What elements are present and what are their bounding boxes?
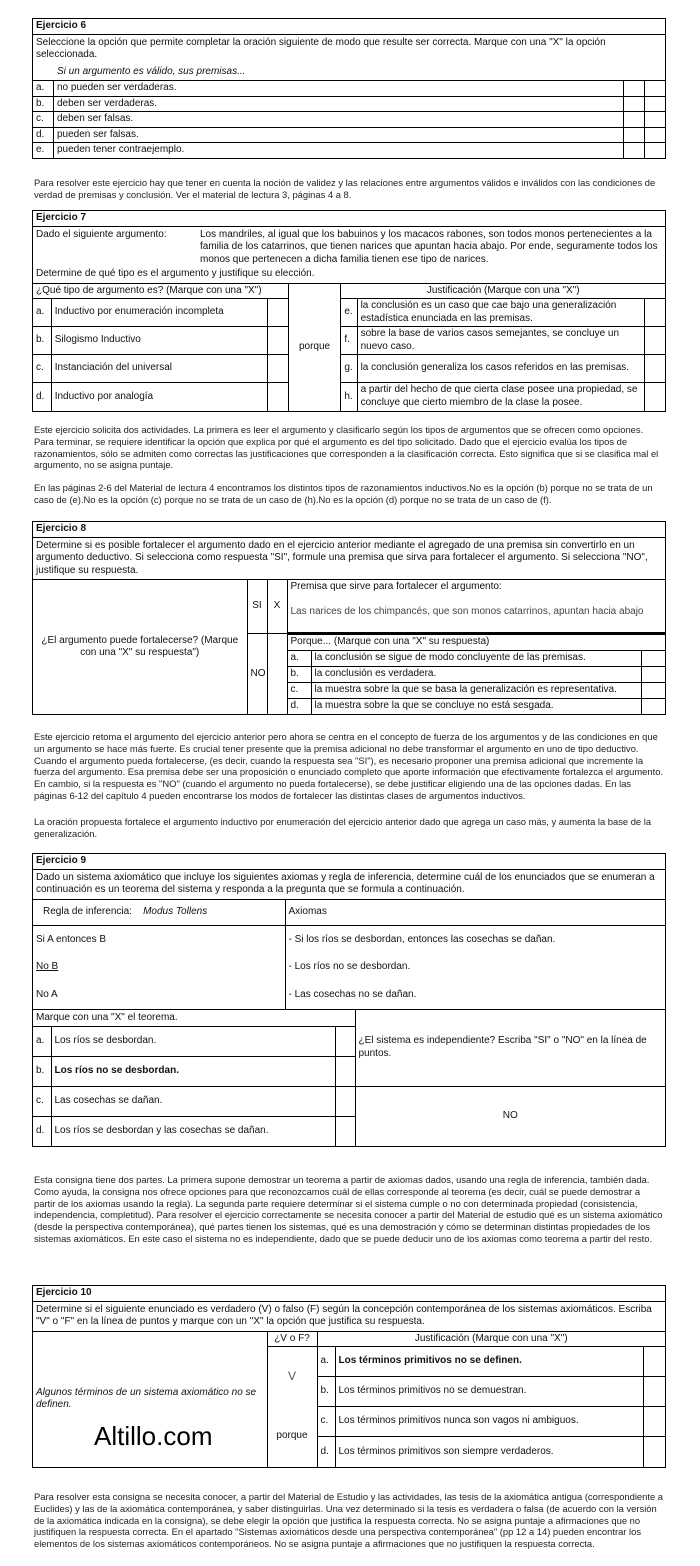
si-mark[interactable]: X [267, 580, 287, 634]
exercise-title: Ejercicio 7 [33, 211, 665, 227]
option-row[interactable] [33, 81, 665, 97]
axioms-header: Axiomas [285, 900, 665, 926]
option-mark[interactable] [643, 1437, 665, 1467]
option-text: la muestra sobre la que se basa la generalización es representativa. [311, 682, 641, 698]
rule-line: Si A entonces B [33, 926, 285, 954]
option-text: la conclusión generaliza los casos referidos en las premisas. [357, 355, 645, 383]
axiom: - Las cosechas no se dañan. [285, 982, 665, 1010]
option-letter: g. [341, 355, 357, 383]
option-letter: f. [341, 327, 357, 355]
vf-header: ¿V o F? [267, 1332, 317, 1347]
option-row [33, 383, 665, 411]
option-mark[interactable] [641, 650, 665, 666]
option-mark[interactable] [645, 299, 665, 327]
exercise-6 [32, 18, 666, 159]
option-letter: e. [341, 299, 357, 327]
exercise-8 [32, 521, 666, 715]
option-text: la conclusión se sigue de modo concluyente de las premisas. [311, 650, 641, 666]
option-text: Los ríos se desbordan y las cosechas se dañan. [51, 1116, 335, 1146]
porque-label: porque [267, 1407, 317, 1467]
option-mark[interactable] [643, 1377, 665, 1407]
option-text: Silogismo Inductivo [51, 327, 268, 355]
exercise-title: Ejercicio 9 [33, 854, 665, 870]
determine-text: Determine de qué tipo es el argumento y justifique su elección. [36, 268, 315, 279]
option-mark[interactable] [641, 698, 665, 714]
strengthen-question: ¿El argumento puede fortalecerse? (Marque con una "X" su respuesta") [33, 580, 247, 715]
option-letter: b. [33, 96, 54, 112]
axiom: - Si los ríos se desbordan, entonces las cosechas se dañan. [285, 926, 665, 954]
instructions: Seleccione la opción que permite completar la oración siguiente de modo que resulte ser correcta. Marque con una "X" la opción seleccionada. [36, 36, 606, 60]
option-mark[interactable] [624, 96, 645, 112]
vf-answer[interactable]: V [267, 1347, 317, 1407]
axioms-table [33, 900, 665, 1011]
options-table [33, 80, 665, 158]
exercise-9-note: Esta consigna tiene dos partes. La primera supone demostrar un teorema a partir de axiomas dados, usando una regla de inferencia, también dada. Como ayuda, la consigna nos ofrece opciones para que reconozcamos cuál de ellas corresponde al teorema (es decir, cuál se puede demostrar a partir de los axiomas usando la regla). La segunda parte requiere determinar si el sistema cumple o no con determinada propiedad (consistencia, independencia, completitud). Para resolver el ejercicio correctamente se necesita conocer a partir del Material de estudio qué es un sistema axiomático (desde la perspectiva contemporánea), qué partes tienen los sistemas, qué es una demostración y cómo se determinan distintas propiedades de los sistemas axiomáticos. En este caso el sistema no es independiente, dado que se puede deducir uno de los axiomas como teorema a partir del resto. [34, 1174, 663, 1244]
option-mark[interactable] [643, 1407, 665, 1437]
independence-question: ¿El sistema es independiente? Escriba "SI" o "NO" en la línea de puntos. [355, 1010, 665, 1086]
classification-table [33, 283, 665, 411]
option-text: sobre la base de varios casos semejantes, se concluye un nuevo caso. [357, 327, 645, 355]
rule-header [33, 900, 285, 926]
option-mark[interactable] [624, 143, 645, 158]
justification-header: Justificación (Marque con una "X") [317, 1332, 665, 1347]
option-mark[interactable] [645, 383, 665, 411]
stem: Si un argumento es válido, sus premisas... [57, 65, 246, 77]
given-label: Dado el siguiente argumento: [36, 228, 167, 240]
option-spacer [645, 96, 666, 112]
option-mark[interactable] [641, 666, 665, 682]
exercise-6-note: Para resolver este ejercicio hay que tener en cuenta la noción de validez y las relaciones entre argumentos válidos e inválidos con las condiciones de verdad de premisas y conclusión. Ver el material de lectura 3, páginas 4 a 8. [34, 177, 656, 200]
option-row [33, 299, 665, 327]
option-row[interactable] [33, 112, 665, 128]
exercise-8-note: Este ejercicio retoma el argumento del ejercicio anterior pero ahora se centra en el concepto de fuerza de los argumentos y de las condiciones en que un argumento se hace más fuerte. Es crucial tener presente que la premisa adicional no debe transformar el argumento en uno de tipo deductivo. Cuando el argumento pueda fortalecerse, (es decir, cuando la respuesta sea "SI"), es necesario proponer una premisa adicional que incremente la fuerza del argumento. Esa premisa debe ser una proposición o enunciado completo que aporte información que efectivamente fortalezca el argumento. En cambio, si la respuesta es "NO" (cuando el argumento no pueda fortalecerse), se debe justificar eligiendo una de las opciones dadas. En las páginas 6-12 del capítulo 4 pueden encontrarse los modos de fortalecer las distintas clases de argumentos inductivos. [34, 731, 664, 801]
si-label: SI [247, 580, 267, 634]
instructions: Determine si es posible fortalecer el argumento dado en el ejercicio anterior mediante el agregado de una premisa sin convertirlo en un argumento deductivo. Si selecciona como respuesta "SI", formule una premisa que sirva para fortalecer el argumento. Si selecciona "NO", justifique su respuesta. [36, 539, 648, 576]
option-mark[interactable] [624, 112, 645, 128]
instructions: Determine si el siguiente enunciado es verdadero (V) o falso (F) según la concepción contemporánea de los sistemas axiomáticos. Escriba "V" o "F" en la línea de puntos y marque con un "X" la opción que justifica su respuesta. [33, 1302, 665, 1332]
option-text: Los ríos se desbordan. [51, 1026, 335, 1056]
altillo-logo: Altillo.com [94, 1421, 213, 1451]
option-mark[interactable] [645, 355, 665, 383]
premise-cell [287, 580, 665, 634]
mark-label: Marque con una "X" el teorema. [33, 1010, 355, 1026]
option-letter: d. [33, 1116, 51, 1146]
exercise-title: Ejercicio 8 [33, 522, 665, 538]
option-text: la conclusión es verdadera. [311, 666, 641, 682]
option-letter: h. [341, 383, 357, 411]
axiom: - Los ríos no se desbordan. [285, 954, 665, 982]
option-text: deben ser verdaderas. [54, 96, 624, 112]
exercise-8-note-2: La oración propuesta fortalece el argumento inductivo por enumeración del ejercicio anterior dado que agrega un caso más, y aumenta la base de la generalización. [34, 816, 652, 839]
porque-label: porque [288, 283, 341, 411]
rule-name: Modus Tollens [143, 906, 208, 917]
option-row [33, 355, 665, 383]
option-mark[interactable] [268, 327, 288, 355]
option-row [33, 1086, 665, 1116]
option-letter: d. [33, 383, 51, 411]
exercise-title: Ejercicio 6 [33, 19, 665, 35]
option-mark[interactable] [645, 327, 665, 355]
option-mark[interactable] [335, 1116, 355, 1146]
option-row [33, 327, 665, 355]
option-text: Los términos primitivos no se definen. [335, 1347, 643, 1377]
option-spacer [645, 81, 666, 97]
option-letter: d. [33, 127, 54, 143]
option-letter: b. [33, 1056, 51, 1086]
option-text: la muestra sobre la que se concluye no está sesgada. [311, 698, 641, 714]
option-text: Inductivo por enumeración incompleta [51, 299, 268, 327]
option-letter: a. [317, 1347, 335, 1377]
option-letter: b. [33, 327, 51, 355]
option-letter: a. [287, 650, 311, 666]
option-letter: d. [317, 1437, 335, 1467]
option-spacer [645, 127, 666, 143]
option-text: la conclusión es un caso que cae bajo una generalización estadística enunciada en las premisas. [357, 299, 645, 327]
option-text: Los términos primitivos no se demuestran. [335, 1377, 643, 1407]
no-label: NO [247, 634, 267, 715]
strengthen-table [33, 579, 665, 714]
option-letter: e. [33, 143, 54, 158]
rule-label: Regla de inferencia: [43, 906, 132, 917]
option-mark[interactable] [335, 1056, 355, 1086]
option-text: no pueden ser verdaderas. [54, 81, 624, 97]
option-text: Las cosechas se dañan. [51, 1086, 335, 1116]
option-letter: a. [33, 299, 51, 327]
given-argument [33, 227, 665, 269]
argument-text: Los mandriles, al igual que los babuinos y los macacos rabones, son todos monos pertenecientes a la familia de los catarrinos, que tienen narices que apuntan hacia abajo. Por ende, seguramente todos los monos que pertenecen a dicha familia tienen ese tipo de narices. [200, 228, 658, 265]
instructions: Dado un sistema axiomático que incluye los siguientes axiomas y regla de inferencia, determine cuál de los enunciados que se enumeran a continuación es un teorema del sistema y responda a la pregunta que se formula a continuación. [33, 870, 665, 900]
option-letter: a. [33, 1026, 51, 1056]
option-text: Los términos primitivos son siempre verdaderos. [335, 1437, 643, 1467]
premise-answer[interactable]: Las narices de los chimpancés, que son monos catarrinos, apuntan hacia abajo [290, 605, 644, 617]
option-text: deben ser falsas. [54, 112, 624, 128]
option-letter: c. [33, 1086, 51, 1116]
option-letter: c. [33, 112, 54, 128]
exercise-9 [32, 853, 666, 1147]
option-mark[interactable] [335, 1086, 355, 1116]
theorem-table [33, 1010, 665, 1146]
rule-line: No A [33, 982, 285, 1010]
option-mark[interactable] [268, 383, 288, 411]
option-text: pueden tener contraejemplo. [54, 143, 624, 158]
option-spacer [645, 112, 666, 128]
premise-label: Premisa que sirve para fortalecer el argumento: [290, 581, 502, 592]
option-mark[interactable] [643, 1347, 665, 1377]
option-letter: c. [317, 1407, 335, 1437]
option-mark[interactable] [641, 682, 665, 698]
option-letter: a. [33, 81, 54, 97]
exercise-7 [32, 210, 666, 412]
option-mark[interactable] [624, 81, 645, 97]
option-letter: c. [33, 355, 51, 383]
option-spacer [645, 143, 666, 158]
exercise-10-note: Para resolver esta consigna se necesita conocer, a partir del Material de Estudio y las actividades, las tesis de la axiomática antigua (correspondiente a Euclides) y las de la axiomática contemporánea, y saber distinguirlas. Una vez determinado si la tesis es verdadera o falsa (de acuerdo con la versión de la axiomática indicada en la consigna), se debe elegir la opción que justifica la respuesta correcta. No se asigna puntaje a afirmaciones que no justifiquen la respuesta correcta. En el apartado "Sistemas axiomáticos desde una perspectiva contemporánea" (pp 12 a 14) pueden encontrar los elementos de los sistemas axiomáticos contemporáneos. No se asigna puntaje a afirmaciones que no justifiquen la respuesta correcta. [34, 1491, 663, 1549]
no-mark[interactable] [267, 634, 287, 715]
option-letter: b. [287, 666, 311, 682]
option-text: a partir del hecho de que cierta clase posee una propiedad, se concluye que cierto miembro de la clase la posee. [357, 383, 645, 411]
option-mark[interactable] [624, 127, 645, 143]
option-letter: b. [317, 1377, 335, 1407]
exercise-7-note: Este ejercicio solicita dos actividades. La primera es leer el argumento y clasificarlo según los tipos de argumentos que se ofrecen como opciones. Para terminar, se requiere identificar la opción que explica por qué el argumento es del tipo solicitado. Dado que el ejercicio evalúa los tipos de razonamientos, sólo se admiten como correctas las justificaciones que corresponden a la clasificación correcta. Esto significa que si se clasifica mal el argumento, no se asigna puntaje. [34, 424, 659, 471]
exercise-title: Ejercicio 10 [33, 1286, 665, 1302]
option-text: Inductivo por analogía [51, 383, 268, 411]
option-row[interactable] [33, 127, 665, 143]
rule-line: No B [33, 954, 285, 982]
exercise-7-note-2: En las páginas 2-6 del Material de lectura 4 encontramos los distintos tipos de razonamientos inductivos.No es la opción (b) porque no se trata de un caso de (e).No es la opción (c) porque no se trata de un caso de (h).No es la opción (d) porque no se trata de un caso de (f). [34, 482, 653, 505]
option-text: Instanciación del universal [51, 355, 268, 383]
option-text: pueden ser falsas. [54, 127, 624, 143]
option-row[interactable] [33, 143, 665, 158]
option-text: Los términos primitivos nunca son vagos ni ambiguos. [335, 1407, 643, 1437]
justification-header: Justificación (Marque con una "X") [341, 283, 665, 299]
type-header: ¿Qué tipo de argumento es? (Marque con una "X") [33, 283, 288, 299]
independence-answer[interactable]: NO [355, 1086, 665, 1146]
option-row[interactable] [33, 96, 665, 112]
option-letter: c. [287, 682, 311, 698]
option-mark[interactable] [268, 299, 288, 327]
porque-header: Porque... (Marque con una "X" su respuesta) [287, 634, 665, 651]
option-letter: d. [287, 698, 311, 714]
statement: Algunos términos de un sistema axiomático no se definen. [33, 1332, 267, 1467]
option-text: Los ríos no se desbordan. [51, 1056, 335, 1086]
option-mark[interactable] [268, 355, 288, 383]
option-mark[interactable] [335, 1026, 355, 1056]
